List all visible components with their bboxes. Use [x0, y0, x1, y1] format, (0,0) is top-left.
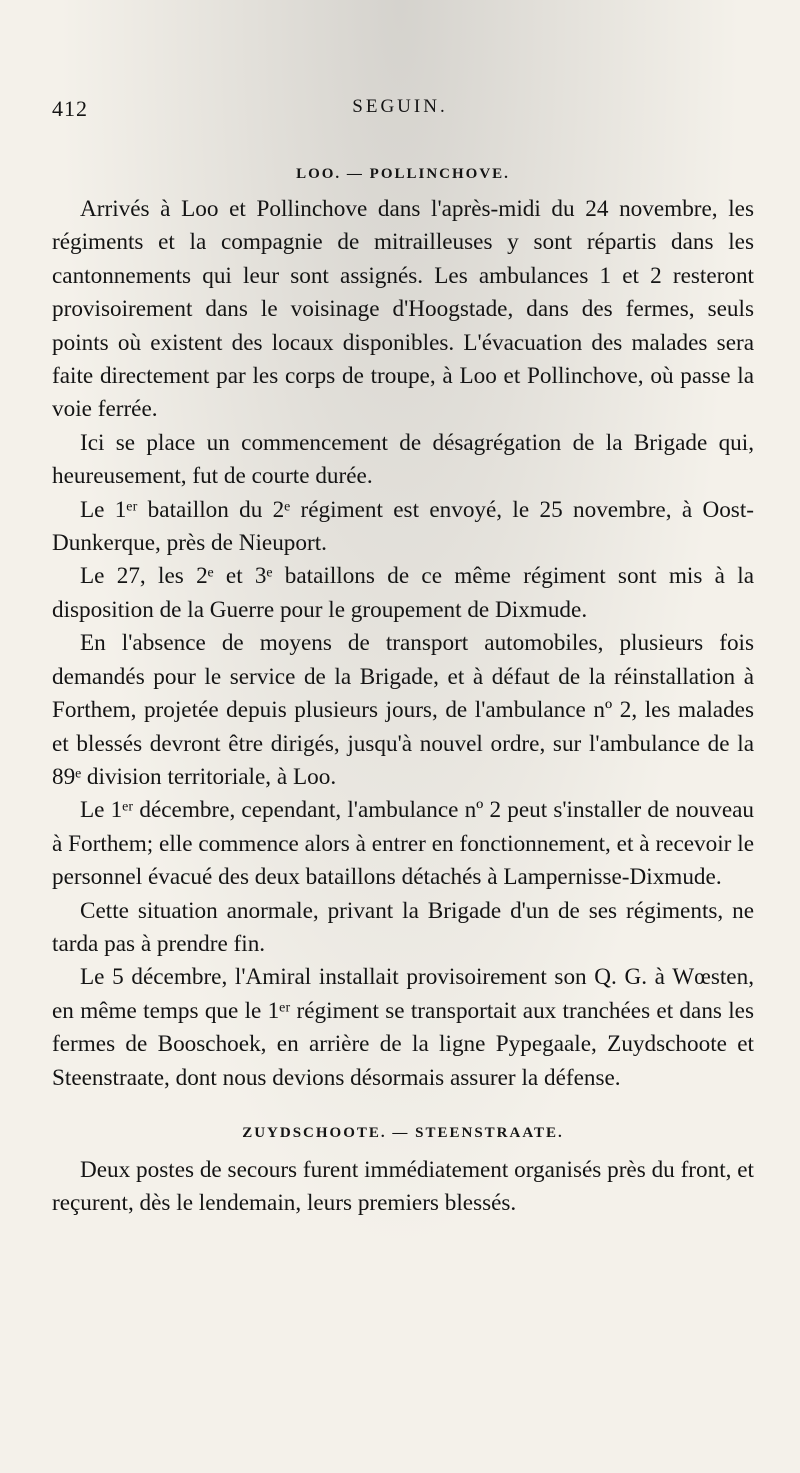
- section-heading: LOO. — POLLINCHOVE.: [296, 166, 510, 182]
- page-number: 412: [52, 96, 88, 121]
- paragraph: En l'absence de moyens de transport automobiles, plusieurs fois demandés pour le service de la Brigade, et à défaut de la réinstallation à Forthem, projetée depuis plusieurs jours, de l'ambulance nº 2, les malades et blessés devront être dirigés, jusqu'à nouvel ordre, sur l'ambulance de la 89ᵉ division territoriale, à Loo.: [52, 630, 754, 790]
- paragraph: Cette situation anormale, privant la Brigade d'un de ses régiments, ne tarda pas à prendre fin.: [52, 897, 754, 957]
- paragraph: Arrivés à Loo et Pollinchove dans l'après-midi du 24 novembre, les régiments et la compagnie de mitrailleuses y sont répartis dans les cantonnements qui leur sont assignés. Les ambulances 1 et 2 resteront provisoirement dans le voisinage d'Hoogstade, dans des fermes, seuls points où existent des locaux disponibles. L'évacuation des malades sera faite directement par les corps de troupe, à Loo et Pollinchove, où passe la voie ferrée.: [52, 196, 754, 423]
- section-zuydschoote-steenstraate: [52, 1125, 754, 1221]
- page-header: [52, 96, 748, 126]
- running-title: SEGUIN.: [352, 96, 448, 117]
- page-body: [52, 166, 754, 1221]
- paragraph: Le 5 décembre, l'Amiral installait provisoirement son Q. G. à Wœsten, en même temps que le 1ᵉʳ régiment se transportait aux tranchées et dans les fermes de Booschoek, en arrière de la ligne Pypegaale, Zuydschoote et Steenstraate, dont nous devions désormais assurer la défense.: [52, 964, 754, 1091]
- paragraph: Deux postes de secours furent immédiatement organisés près du front, et reçurent, dès le lendemain, leurs premiers blessés.: [52, 1156, 754, 1217]
- paragraph: Le 1ᵉʳ décembre, cependant, l'ambulance nº 2 peut s'installer de nouveau à Forthem; elle commence alors à entrer en fonctionnement, et à recevoir le personnel évacué des deux bataillons détachés à Lampernisse-Dixmude.: [52, 797, 754, 891]
- section-loo-pollinchove: [52, 166, 754, 1095]
- section-heading: ZUYDSCHOOTE. — STEENSTRAATE.: [242, 1124, 564, 1141]
- paragraph: Ici se place un commencement de désagrégation de la Brigade qui, heureusement, fut de courte durée.: [52, 429, 754, 490]
- paragraph: Le 1ᵉʳ bataillon du 2ᵉ régiment est envoyé, le 25 novembre, à Oost-Dunkerque, près de Nieuport.: [52, 496, 754, 557]
- paragraph: Le 27, les 2ᵉ et 3ᵉ bataillons de ce même régiment sont mis à la disposition de la Guerre pour le groupement de Dixmude.: [52, 563, 754, 623]
